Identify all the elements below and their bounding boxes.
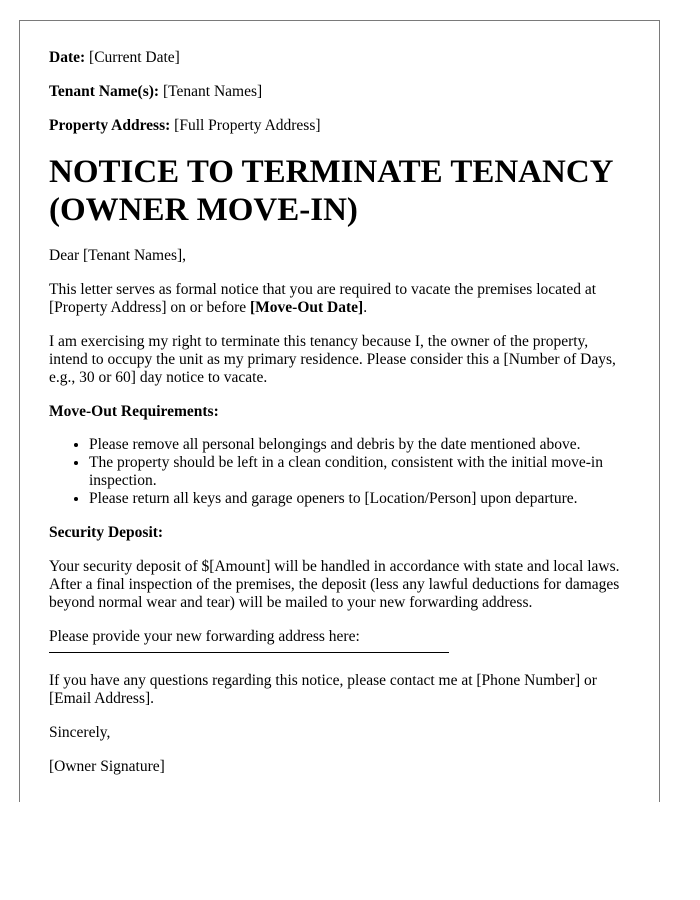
list-item: • Please remove all personal belongings and debris by the date mentioned above. <box>89 436 630 454</box>
move-out-date: [Move-Out Date] <box>250 299 364 316</box>
deposit-paragraph: Your security deposit of $[Amount] will be handled in accordance with state and local laws. After a final inspection of the premises, the deposit (less any lawful deductions for damages beyond normal wear and tear) will be mailed to your new forwarding address. <box>49 558 620 611</box>
intro-end: . <box>363 299 368 316</box>
contact-paragraph: If you have any questions regarding this notice, please contact me at [Phone Number] or [Email Address]. <box>49 672 597 707</box>
requirements-list <box>49 436 630 508</box>
closing: Sincerely, <box>49 724 111 741</box>
page-title: NOTICE TO TERMINATE TENANCY (OWNER MOVE-IN) <box>49 154 613 228</box>
deposit-heading: Security Deposit: <box>49 524 164 541</box>
requirements-heading: Move-Out Requirements: <box>49 403 219 420</box>
tenant-value: [Tenant Names] <box>159 83 263 100</box>
property-value: [Full Property Address] <box>170 117 321 134</box>
tenant-line <box>49 83 630 101</box>
property-label: Property Address: <box>49 117 171 134</box>
signature: [Owner Signature] <box>49 758 165 775</box>
tenant-label: Tenant Name(s): <box>49 83 160 100</box>
date-label: Date: <box>49 49 86 66</box>
intro-paragraph <box>49 281 630 317</box>
property-line <box>49 117 630 135</box>
date-line <box>49 49 630 67</box>
list-item: • Please return all keys and garage openers to [Location/Person] upon departure. <box>89 490 630 508</box>
intro-text: This letter serves as formal notice that you are required to vacate the premises located at [Property Address] on or before <box>49 281 597 316</box>
forwarding-prompt: Please provide your new forwarding address here: <box>49 628 360 645</box>
forwarding-address-line <box>49 652 449 653</box>
salutation: Dear [Tenant Names], <box>49 247 187 264</box>
letter-page <box>19 20 660 802</box>
date-value: [Current Date] <box>85 49 180 66</box>
list-item: • The property should be left in a clean condition, consistent with the initial move-in inspection. <box>89 454 630 490</box>
reason-paragraph: I am exercising my right to terminate this tenancy because I, the owner of the property, intend to occupy the unit as my primary residence. Please consider this a [Number of Days, e.g., 30 or 60] day notice to vacate. <box>49 333 616 386</box>
